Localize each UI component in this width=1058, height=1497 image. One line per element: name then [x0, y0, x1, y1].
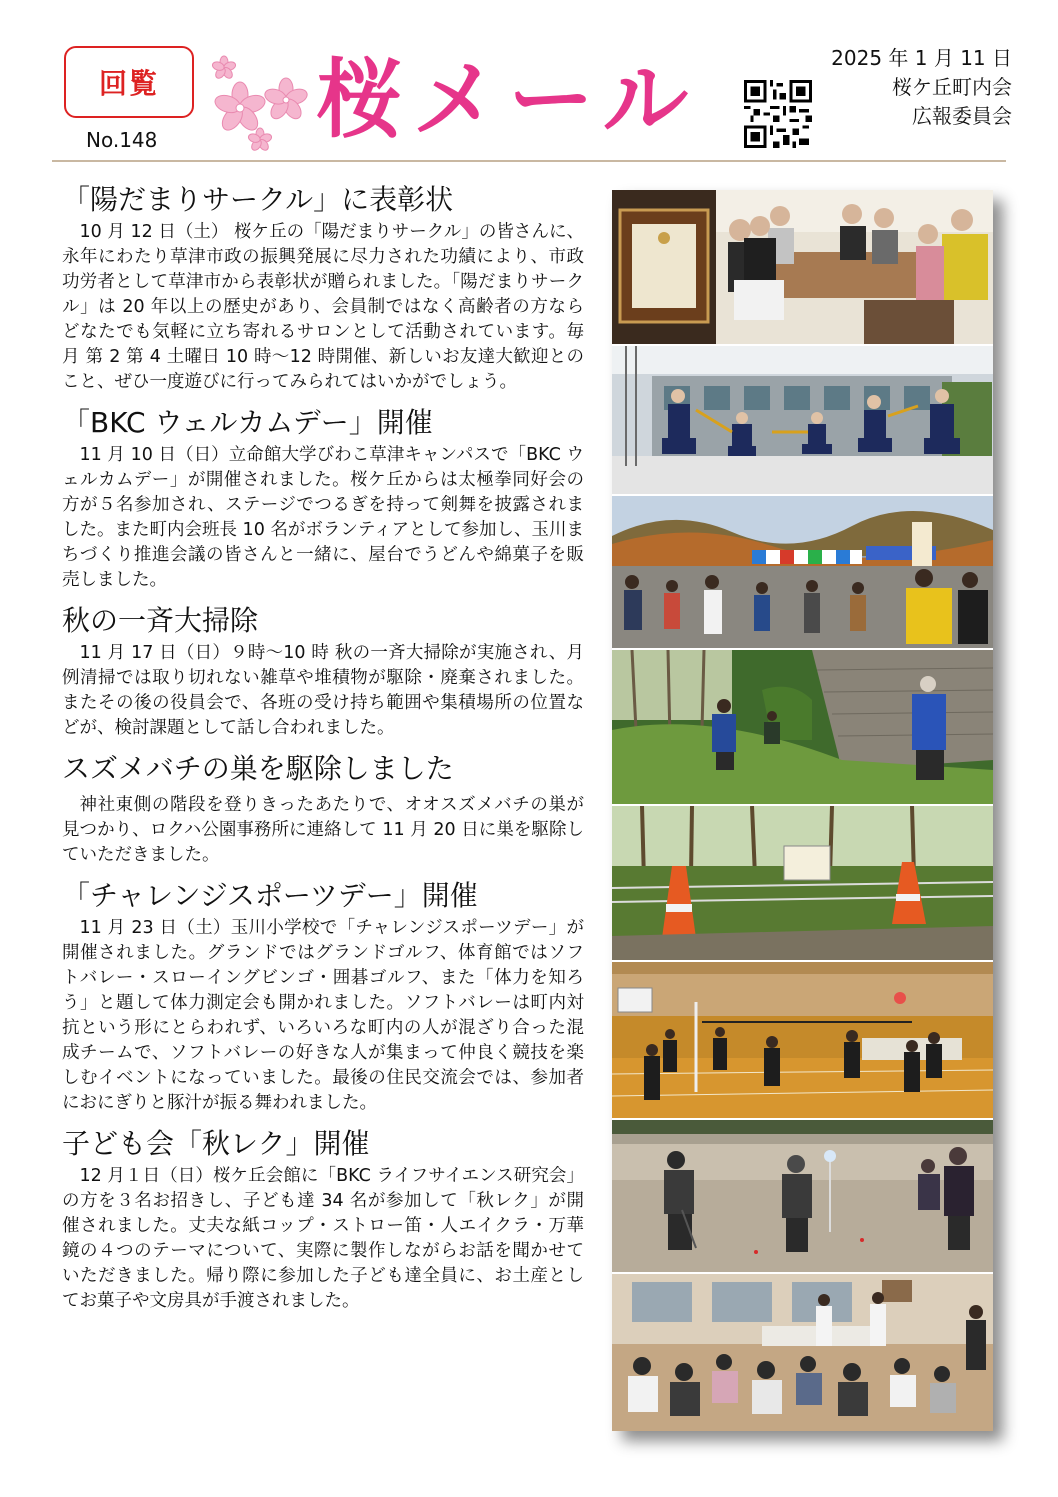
photo-autumn-cleanup: [612, 650, 993, 804]
article-body: 10 月 12 日（土） 桜ケ丘の「陽だまりサークル」の皆さんに、永年にわたり草津市政の振興発展に尽力された功績により、市政功労者として草津市から表彰状が贈られました。「陽だまりサークル」は 20 年以上の歴史があり、会員制ではなく高齢者の方ならどなたでも気軽に立ち寄れるサロンとして活動されています。毎月 第 2 第 4 土曜日 10 時～12 時開催、新しいお友達大歓迎とのこと、ぜひ一度遊びに行ってみられてはいかがでしょう。: [62, 222, 584, 392]
cherry-blossom-icon: [206, 52, 318, 152]
article-title: 「BKC ウェルカムデー」開催: [62, 406, 433, 439]
photo-strip: [612, 190, 993, 1431]
photo-gym-soft-volleyball: [612, 962, 993, 1118]
article-title: 「陽だまりサークル」に表彰状: [62, 183, 454, 216]
photo-welcome-day-stalls: [612, 496, 993, 648]
article-title: スズメバチの巣を駆除しました: [62, 752, 454, 785]
photo-kids-autumn-rec: [612, 1274, 993, 1431]
article-body: 神社東側の階段を登りきったあたりで、オオスズメバチの巣が見つかり、ロクハ公園事務所に連絡して 11 月 20 日に巣を駆除していただきました。: [62, 795, 584, 865]
article-body: 11 月 10 日（日）立命館大学びわこ草津キャンパスで「BKC ウェルカムデー」が開催されました。桜ケ丘からは太極拳同好会の方が５名参加され、ステージでつるぎを持って剣舞を披露されました。また町内会班長 10 名がボランティアとして参加し、玉川まちづくり推進会議の皆さんと一緒に、屋台でうどんや綿菓子を販売しました。: [62, 445, 584, 590]
issue-number: No.148: [86, 128, 158, 152]
photo-ground-golf: [612, 1120, 993, 1272]
article-column: [62, 180, 584, 1322]
article-body: 12 月１日（日）桜ケ丘会館に「BKC ライフサイエンス研究会」の方を３名お招きし、子ども達 34 名が参加して「秋レク」が開催されました。丈夫な紙コップ・ストロー笛・人エイクラ・万華鏡の４つのテーマについて、実際に製作しながらお話を聞かせていただきました。帰り際に参加した子ども達全員に、お土産としてお菓子や文房具が手渡されました。: [62, 1166, 584, 1311]
article-body: 11 月 17 日（日）９時～10 時 秋の一斉大掃除が実施され、月例清掃では取り切れない雑草や堆積物が駆除・廃棄されました。またその後の役員会で、各班の受け持ち範囲や集積場所の位置などが、検討課題として話し合われました。: [62, 643, 584, 738]
article-title: 秋の一斉大掃除: [62, 604, 259, 637]
header-meta: [831, 44, 1012, 131]
newsletter-title: 桜メール: [316, 50, 699, 150]
article-hornet-nest: [62, 749, 584, 868]
article-title: 「チャレンジスポーツデー」開催: [62, 879, 478, 912]
committee-name: 広報委員会: [912, 104, 1012, 128]
article-hidamari: [62, 180, 584, 395]
article-kids-autumn-rec: [62, 1124, 584, 1314]
article-title: 子ども会「秋レク」開催: [62, 1127, 370, 1160]
issue-date: 2025 年 1 月 11 日: [831, 46, 1012, 70]
qr-code-icon[interactable]: [744, 80, 812, 148]
kairan-stamp: 回覧: [64, 46, 194, 118]
article-bkc-welcome-day: [62, 403, 584, 593]
organization-name: 桜ケ丘町内会: [892, 75, 1012, 99]
article-body: 11 月 23 日（土）玉川小学校で「チャレンジスポーツデー」が開催されました。グランドではグランドゴルフ、体育館ではソフトバレー・スローイングビンゴ・囲碁ゴルフ、また「体力を知ろう」と題して体力測定会も開かれました。ソフトバレーは町内対抗という形にとらわれず、いろいろな町内の人が混ざり合った混成チームで、ソフトバレーの好きな人が集まって仲良く競技を楽しむイベントになっていました。最後の住民交流会では、参加者におにぎりと豚汁が振る舞われました。: [62, 918, 584, 1113]
article-autumn-cleanup: [62, 601, 584, 741]
photo-tai-chi-stage: [612, 346, 993, 494]
photo-hidamari-award: [612, 190, 993, 344]
article-sports-day: [62, 876, 584, 1116]
header-divider: [52, 160, 1006, 162]
photo-hornet-nest-site: [612, 806, 993, 960]
